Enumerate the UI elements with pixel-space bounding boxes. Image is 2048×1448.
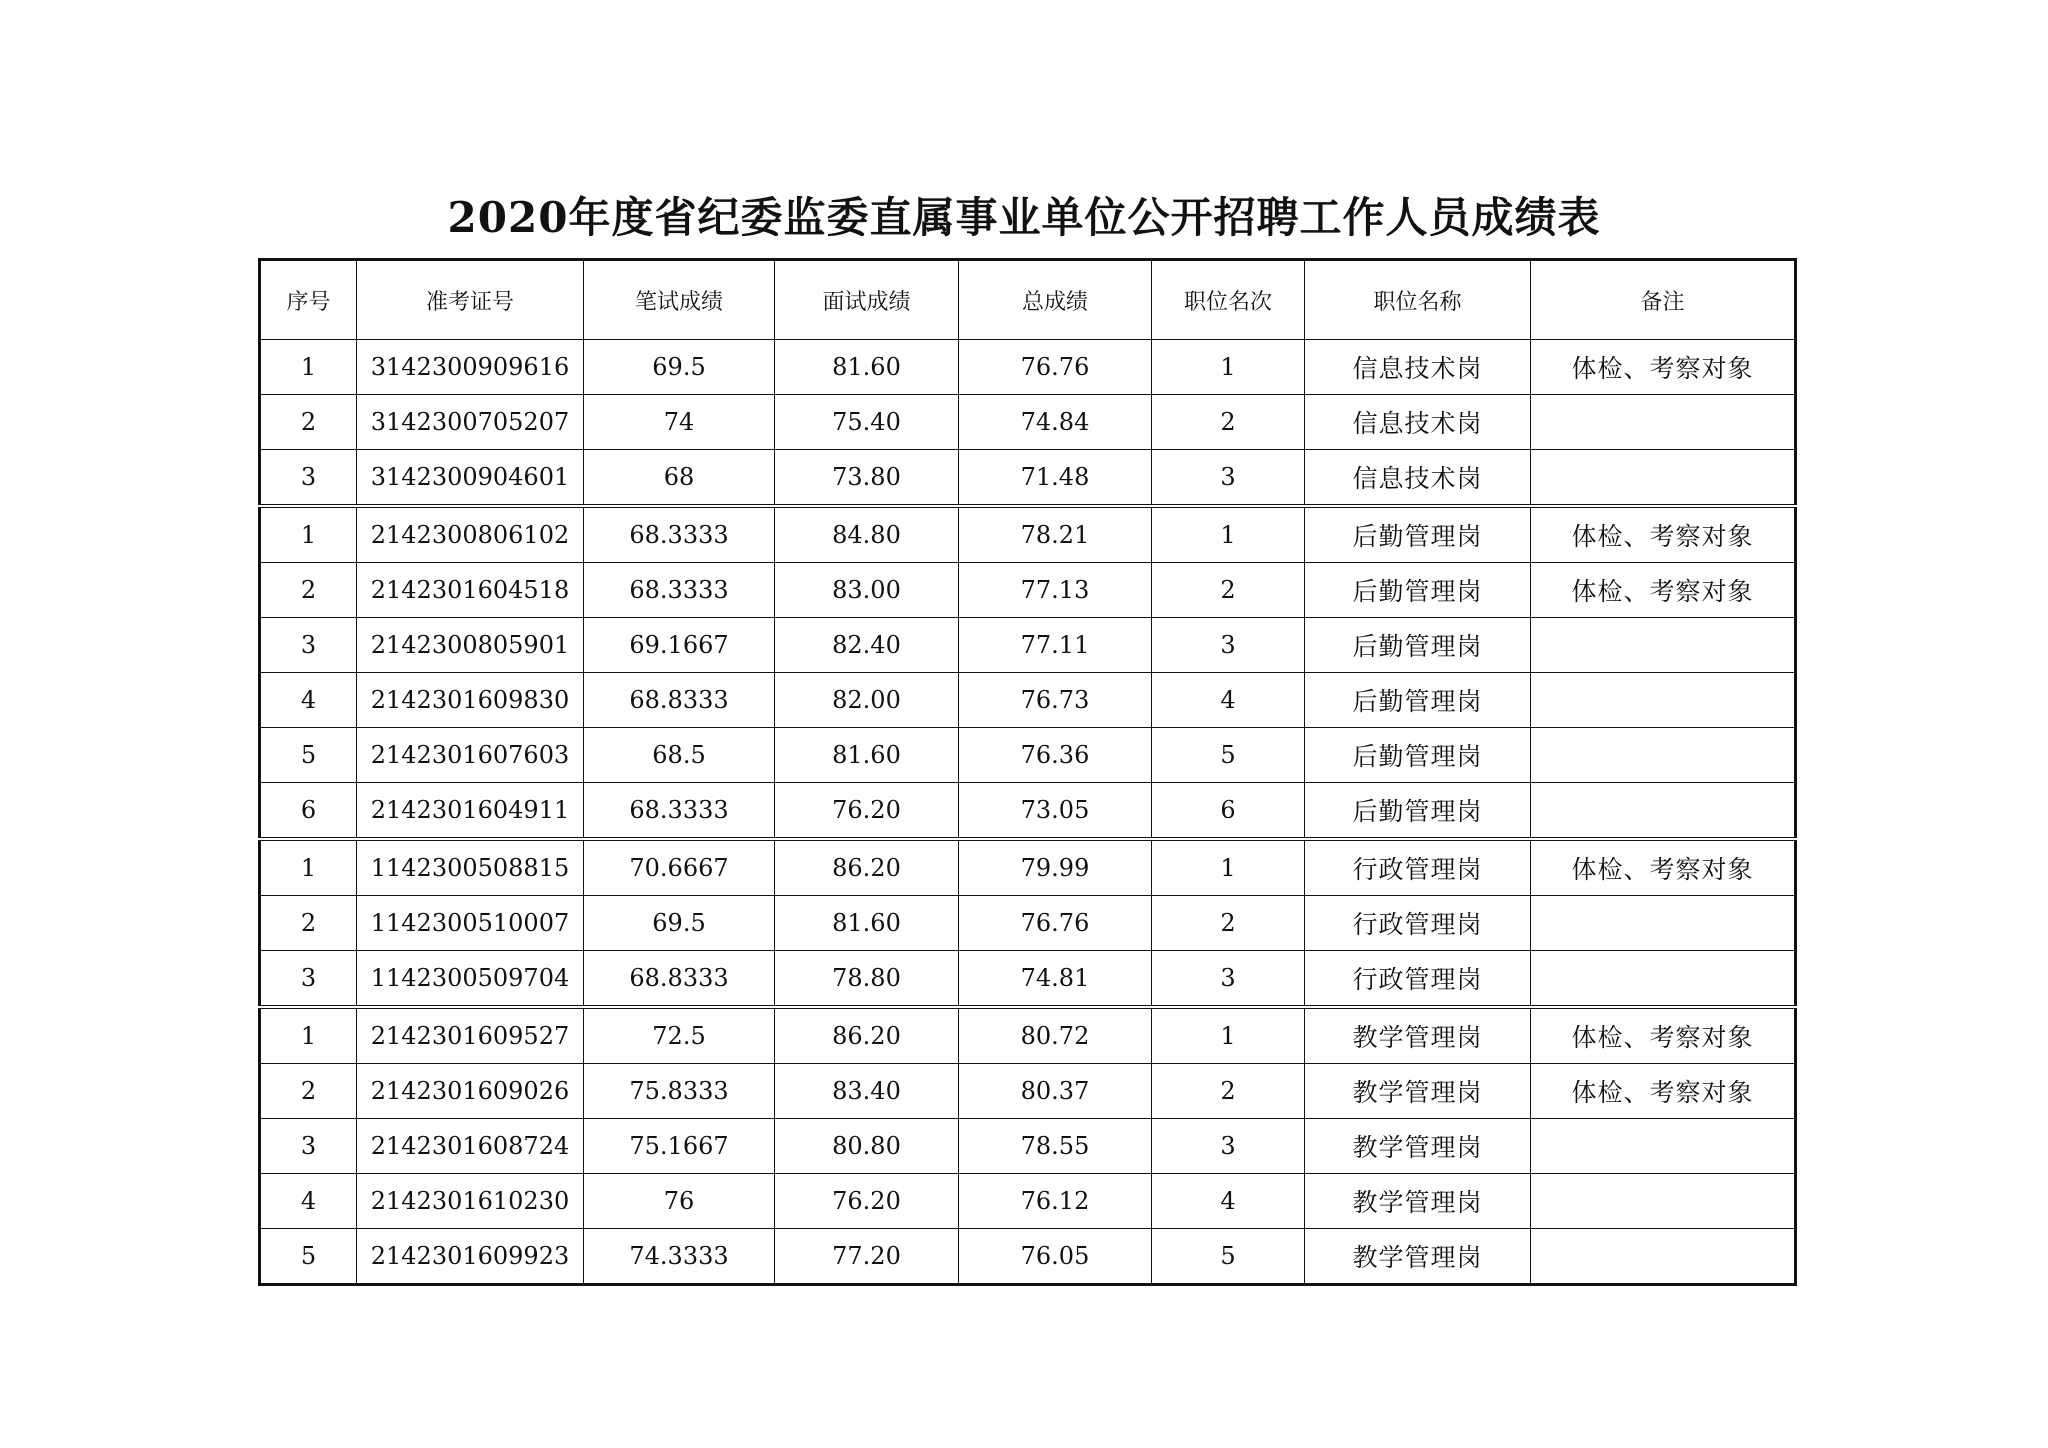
cell-seq: 4	[260, 673, 357, 728]
cell-position-name: 信息技术岗	[1305, 450, 1531, 507]
cell-seq: 3	[260, 951, 357, 1008]
cell-total-score: 78.21	[959, 506, 1152, 563]
cell-position-rank: 2	[1152, 896, 1305, 951]
cell-note	[1531, 728, 1796, 783]
cell-seq: 2	[260, 1064, 357, 1119]
cell-interview-score: 82.00	[775, 673, 959, 728]
table-row	[260, 673, 1796, 728]
cell-note: 体检、考察对象	[1531, 839, 1796, 896]
cell-position-rank: 4	[1152, 673, 1305, 728]
cell-total-score: 76.36	[959, 728, 1152, 783]
cell-interview-score: 86.20	[775, 839, 959, 896]
cell-total-score: 76.05	[959, 1229, 1152, 1285]
cell-interview-score: 81.60	[775, 896, 959, 951]
cell-position-name: 教学管理岗	[1305, 1007, 1531, 1064]
cell-note	[1531, 1119, 1796, 1174]
cell-exam-id: 2142301609527	[357, 1007, 584, 1064]
cell-written-score: 76	[584, 1174, 775, 1229]
cell-exam-id: 2142300806102	[357, 506, 584, 563]
cell-written-score: 74	[584, 395, 775, 450]
cell-position-rank: 4	[1152, 1174, 1305, 1229]
cell-position-name: 教学管理岗	[1305, 1229, 1531, 1285]
cell-seq: 3	[260, 1119, 357, 1174]
cell-exam-id: 2142301604518	[357, 563, 584, 618]
table-row	[260, 728, 1796, 783]
table-row	[260, 340, 1796, 395]
cell-written-score: 69.5	[584, 340, 775, 395]
cell-total-score: 79.99	[959, 839, 1152, 896]
cell-written-score: 70.6667	[584, 839, 775, 896]
cell-position-name: 教学管理岗	[1305, 1174, 1531, 1229]
cell-exam-id: 3142300904601	[357, 450, 584, 507]
cell-position-name: 行政管理岗	[1305, 951, 1531, 1008]
table-row	[260, 839, 1796, 896]
cell-exam-id: 1142300508815	[357, 839, 584, 896]
cell-seq: 5	[260, 1229, 357, 1285]
cell-written-score: 68.5	[584, 728, 775, 783]
cell-total-score: 73.05	[959, 783, 1152, 840]
cell-written-score: 68.8333	[584, 951, 775, 1008]
cell-total-score: 71.48	[959, 450, 1152, 507]
table-row	[260, 783, 1796, 840]
cell-seq: 2	[260, 896, 357, 951]
cell-note: 体检、考察对象	[1531, 506, 1796, 563]
cell-note	[1531, 450, 1796, 507]
cell-position-name: 行政管理岗	[1305, 896, 1531, 951]
table-row	[260, 450, 1796, 507]
cell-total-score: 76.76	[959, 340, 1152, 395]
cell-total-score: 74.81	[959, 951, 1152, 1008]
cell-written-score: 74.3333	[584, 1229, 775, 1285]
cell-interview-score: 81.60	[775, 340, 959, 395]
cell-note	[1531, 673, 1796, 728]
cell-note	[1531, 395, 1796, 450]
cell-note: 体检、考察对象	[1531, 340, 1796, 395]
header-written-score: 笔试成绩	[584, 260, 775, 340]
cell-position-rank: 1	[1152, 340, 1305, 395]
cell-exam-id: 2142301609026	[357, 1064, 584, 1119]
cell-written-score: 68.3333	[584, 563, 775, 618]
cell-exam-id: 2142301609830	[357, 673, 584, 728]
cell-position-name: 信息技术岗	[1305, 395, 1531, 450]
cell-total-score: 74.84	[959, 395, 1152, 450]
cell-interview-score: 82.40	[775, 618, 959, 673]
cell-interview-score: 86.20	[775, 1007, 959, 1064]
cell-seq: 3	[260, 618, 357, 673]
cell-seq: 3	[260, 450, 357, 507]
cell-note: 体检、考察对象	[1531, 1007, 1796, 1064]
cell-exam-id: 2142300805901	[357, 618, 584, 673]
cell-seq: 6	[260, 783, 357, 840]
cell-interview-score: 84.80	[775, 506, 959, 563]
cell-written-score: 68	[584, 450, 775, 507]
cell-exam-id: 2142301609923	[357, 1229, 584, 1285]
table-row	[260, 506, 1796, 563]
cell-interview-score: 80.80	[775, 1119, 959, 1174]
cell-interview-score: 81.60	[775, 728, 959, 783]
cell-position-rank: 5	[1152, 728, 1305, 783]
cell-position-name: 后勤管理岗	[1305, 673, 1531, 728]
page-title: 2020年度省纪委监委直属事业单位公开招聘工作人员成绩表	[447, 193, 1601, 242]
cell-position-rank: 2	[1152, 1064, 1305, 1119]
cell-note	[1531, 951, 1796, 1008]
cell-total-score: 78.55	[959, 1119, 1152, 1174]
cell-position-rank: 2	[1152, 395, 1305, 450]
cell-exam-id: 2142301607603	[357, 728, 584, 783]
cell-interview-score: 83.00	[775, 563, 959, 618]
cell-written-score: 69.1667	[584, 618, 775, 673]
cell-written-score: 75.1667	[584, 1119, 775, 1174]
cell-seq: 5	[260, 728, 357, 783]
cell-exam-id: 1142300510007	[357, 896, 584, 951]
cell-position-rank: 3	[1152, 618, 1305, 673]
cell-position-rank: 5	[1152, 1229, 1305, 1285]
cell-note: 体检、考察对象	[1531, 563, 1796, 618]
cell-seq: 1	[260, 340, 357, 395]
cell-total-score: 76.12	[959, 1174, 1152, 1229]
cell-exam-id: 2142301610230	[357, 1174, 584, 1229]
cell-total-score: 77.11	[959, 618, 1152, 673]
cell-written-score: 68.8333	[584, 673, 775, 728]
cell-exam-id: 3142300909616	[357, 340, 584, 395]
cell-seq: 1	[260, 839, 357, 896]
cell-written-score: 69.5	[584, 896, 775, 951]
cell-written-score: 68.3333	[584, 506, 775, 563]
cell-exam-id: 3142300705207	[357, 395, 584, 450]
cell-total-score: 76.73	[959, 673, 1152, 728]
cell-position-name: 行政管理岗	[1305, 839, 1531, 896]
cell-note	[1531, 896, 1796, 951]
cell-total-score: 80.72	[959, 1007, 1152, 1064]
table-row	[260, 1064, 1796, 1119]
cell-exam-id: 2142301608724	[357, 1119, 584, 1174]
score-table	[258, 258, 1797, 1286]
header-position-name: 职位名称	[1305, 260, 1531, 340]
cell-seq: 1	[260, 506, 357, 563]
cell-interview-score: 83.40	[775, 1064, 959, 1119]
cell-position-name: 后勤管理岗	[1305, 506, 1531, 563]
cell-position-rank: 3	[1152, 1119, 1305, 1174]
header-note: 备注	[1531, 260, 1796, 340]
cell-exam-id: 2142301604911	[357, 783, 584, 840]
table-row	[260, 1229, 1796, 1285]
cell-position-name: 后勤管理岗	[1305, 563, 1531, 618]
cell-position-rank: 2	[1152, 563, 1305, 618]
header-interview-score: 面试成绩	[775, 260, 959, 340]
table-row	[260, 395, 1796, 450]
cell-written-score: 72.5	[584, 1007, 775, 1064]
cell-interview-score: 78.80	[775, 951, 959, 1008]
cell-position-rank: 6	[1152, 783, 1305, 840]
cell-position-rank: 1	[1152, 1007, 1305, 1064]
cell-seq: 1	[260, 1007, 357, 1064]
cell-seq: 4	[260, 1174, 357, 1229]
table-row	[260, 618, 1796, 673]
table-row	[260, 896, 1796, 951]
cell-total-score: 80.37	[959, 1064, 1152, 1119]
cell-position-rank: 1	[1152, 839, 1305, 896]
header-exam-id: 准考证号	[357, 260, 584, 340]
table-header-row	[260, 260, 1796, 340]
table-body	[260, 340, 1796, 1285]
cell-seq: 2	[260, 563, 357, 618]
cell-position-name: 信息技术岗	[1305, 340, 1531, 395]
table-row	[260, 1007, 1796, 1064]
cell-interview-score: 75.40	[775, 395, 959, 450]
table-row	[260, 951, 1796, 1008]
header-seq: 序号	[260, 260, 357, 340]
cell-position-name: 教学管理岗	[1305, 1064, 1531, 1119]
cell-position-name: 后勤管理岗	[1305, 783, 1531, 840]
table-row	[260, 1119, 1796, 1174]
cell-note	[1531, 1229, 1796, 1285]
cell-position-name: 教学管理岗	[1305, 1119, 1531, 1174]
cell-exam-id: 1142300509704	[357, 951, 584, 1008]
cell-seq: 2	[260, 395, 357, 450]
cell-position-name: 后勤管理岗	[1305, 728, 1531, 783]
cell-position-name: 后勤管理岗	[1305, 618, 1531, 673]
header-position-rank: 职位名次	[1152, 260, 1305, 340]
cell-written-score: 75.8333	[584, 1064, 775, 1119]
cell-note	[1531, 618, 1796, 673]
cell-note	[1531, 783, 1796, 840]
cell-note: 体检、考察对象	[1531, 1064, 1796, 1119]
cell-total-score: 76.76	[959, 896, 1152, 951]
cell-total-score: 77.13	[959, 563, 1152, 618]
cell-interview-score: 76.20	[775, 783, 959, 840]
cell-written-score: 68.3333	[584, 783, 775, 840]
table-row	[260, 563, 1796, 618]
cell-interview-score: 77.20	[775, 1229, 959, 1285]
cell-position-rank: 1	[1152, 506, 1305, 563]
cell-position-rank: 3	[1152, 450, 1305, 507]
cell-interview-score: 73.80	[775, 450, 959, 507]
table-row	[260, 1174, 1796, 1229]
cell-interview-score: 76.20	[775, 1174, 959, 1229]
cell-position-rank: 3	[1152, 951, 1305, 1008]
header-total-score: 总成绩	[959, 260, 1152, 340]
cell-note	[1531, 1174, 1796, 1229]
